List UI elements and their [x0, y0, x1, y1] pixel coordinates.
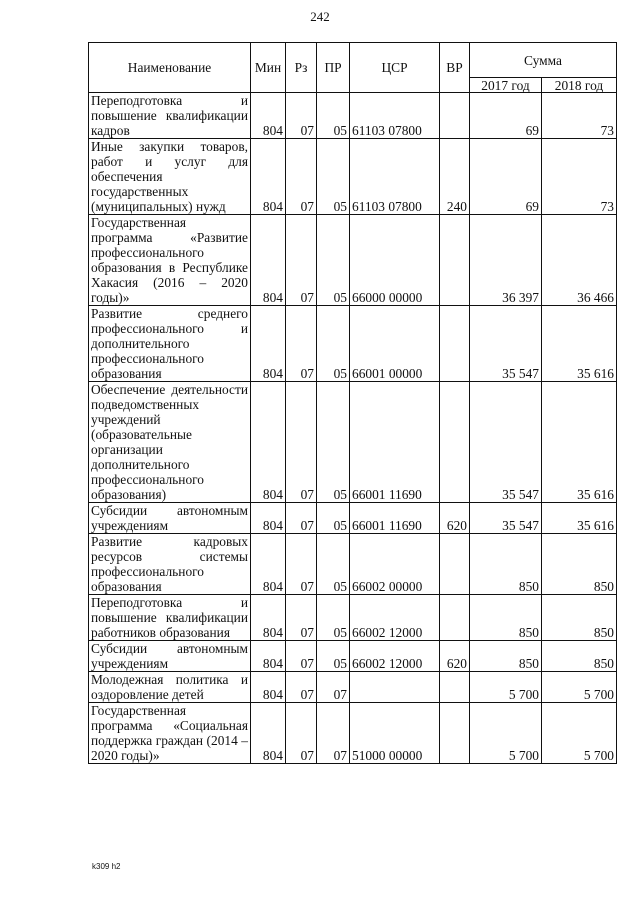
row-name: Развитие среднего профессионального и дополнительного профессионального образования [89, 306, 251, 382]
row-sum-2018: 73 [542, 139, 617, 215]
row-vr: 240 [440, 139, 470, 215]
row-vr [440, 382, 470, 503]
row-csr: 66001 00000 [350, 306, 440, 382]
row-min: 804 [251, 641, 286, 672]
row-pr: 07 [317, 703, 350, 764]
row-pr: 05 [317, 93, 350, 139]
table-row [89, 641, 617, 672]
table-row [89, 382, 617, 503]
row-csr: 66000 00000 [350, 215, 440, 306]
row-pr: 05 [317, 139, 350, 215]
row-sum-2017: 69 [470, 93, 542, 139]
row-rz: 07 [286, 703, 317, 764]
row-rz: 07 [286, 139, 317, 215]
row-csr: 51000 00000 [350, 703, 440, 764]
row-vr [440, 215, 470, 306]
row-sum-2017: 69 [470, 139, 542, 215]
row-name: Государственная программа «Развитие профессионального образования в Республике Хакасия (2016 – 2020 годы)» [89, 215, 251, 306]
row-sum-2018: 35 616 [542, 503, 617, 534]
row-pr: 05 [317, 534, 350, 595]
row-sum-2018: 850 [542, 534, 617, 595]
row-sum-2017: 35 547 [470, 306, 542, 382]
header-pr: ПР [317, 43, 350, 93]
header-sum: Сумма [470, 43, 617, 78]
row-pr: 07 [317, 672, 350, 703]
row-rz: 07 [286, 595, 317, 641]
row-sum-2018: 850 [542, 641, 617, 672]
footer-code: k309 h2 [92, 862, 121, 871]
row-pr: 05 [317, 641, 350, 672]
row-name: Молодежная политика и оздоровление детей [89, 672, 251, 703]
row-vr [440, 93, 470, 139]
table-row [89, 534, 617, 595]
header-min: Мин [251, 43, 286, 93]
row-csr: 66002 12000 [350, 641, 440, 672]
row-min: 804 [251, 503, 286, 534]
row-sum-2017: 850 [470, 641, 542, 672]
row-rz: 07 [286, 215, 317, 306]
table-row [89, 306, 617, 382]
row-sum-2017: 35 547 [470, 382, 542, 503]
row-rz: 07 [286, 382, 317, 503]
row-min: 804 [251, 595, 286, 641]
row-pr: 05 [317, 215, 350, 306]
row-name: Субсидии автономным учреждениям [89, 503, 251, 534]
row-min: 804 [251, 306, 286, 382]
header-vr: ВР [440, 43, 470, 93]
row-csr: 66002 00000 [350, 534, 440, 595]
row-csr: 66002 12000 [350, 595, 440, 641]
row-rz: 07 [286, 503, 317, 534]
row-min: 804 [251, 93, 286, 139]
table-row [89, 595, 617, 641]
row-pr: 05 [317, 503, 350, 534]
row-vr [440, 534, 470, 595]
header-row [89, 43, 617, 78]
row-vr: 620 [440, 503, 470, 534]
row-rz: 07 [286, 534, 317, 595]
row-sum-2018: 5 700 [542, 672, 617, 703]
row-csr [350, 672, 440, 703]
row-csr: 66001 11690 [350, 503, 440, 534]
header-name: Наименование [89, 43, 251, 93]
row-pr: 05 [317, 306, 350, 382]
row-vr [440, 672, 470, 703]
row-rz: 07 [286, 641, 317, 672]
row-name: Переподготовка и повышение квалификации работников образования [89, 595, 251, 641]
row-sum-2017: 5 700 [470, 703, 542, 764]
row-pr: 05 [317, 595, 350, 641]
row-sum-2017: 35 547 [470, 503, 542, 534]
row-sum-2018: 850 [542, 595, 617, 641]
row-vr [440, 703, 470, 764]
table-row [89, 139, 617, 215]
row-sum-2018: 35 616 [542, 382, 617, 503]
header-year-2018: 2018 год [542, 78, 617, 93]
table-row [89, 503, 617, 534]
row-name: Государственная программа «Социальная поддержка граждан (2014 – 2020 годы)» [89, 703, 251, 764]
row-name: Переподготовка и повышение квалификации кадров [89, 93, 251, 139]
row-min: 804 [251, 215, 286, 306]
page-number: 242 [310, 9, 330, 24]
row-csr: 61103 07800 [350, 93, 440, 139]
row-name: Обеспечение деятельности подведомственных учреждений (образовательные организации дополнительного профессионального образования) [89, 382, 251, 503]
row-sum-2017: 36 397 [470, 215, 542, 306]
row-sum-2017: 850 [470, 534, 542, 595]
row-vr: 620 [440, 641, 470, 672]
row-csr: 66001 11690 [350, 382, 440, 503]
header-csr: ЦСР [350, 43, 440, 93]
row-rz: 07 [286, 672, 317, 703]
row-sum-2018: 35 616 [542, 306, 617, 382]
table-row [89, 703, 617, 764]
table-row [89, 672, 617, 703]
row-min: 804 [251, 672, 286, 703]
row-sum-2018: 73 [542, 93, 617, 139]
row-min: 804 [251, 703, 286, 764]
row-rz: 07 [286, 93, 317, 139]
header-year-2017: 2017 год [470, 78, 542, 93]
row-pr: 05 [317, 382, 350, 503]
row-csr: 61103 07800 [350, 139, 440, 215]
row-min: 804 [251, 139, 286, 215]
row-name: Субсидии автономным учреждениям [89, 641, 251, 672]
table-row [89, 215, 617, 306]
row-rz: 07 [286, 306, 317, 382]
row-sum-2017: 850 [470, 595, 542, 641]
table-row [89, 93, 617, 139]
row-sum-2017: 5 700 [470, 672, 542, 703]
budget-table [88, 42, 617, 764]
row-vr [440, 595, 470, 641]
row-name: Иные закупки товаров, работ и услуг для обеспечения государственных (муниципальных) нужд [89, 139, 251, 215]
row-name: Развитие кадровых ресурсов системы профессионального образования [89, 534, 251, 595]
row-vr [440, 306, 470, 382]
row-min: 804 [251, 382, 286, 503]
header-rz: Рз [286, 43, 317, 93]
row-sum-2018: 36 466 [542, 215, 617, 306]
row-min: 804 [251, 534, 286, 595]
row-sum-2018: 5 700 [542, 703, 617, 764]
